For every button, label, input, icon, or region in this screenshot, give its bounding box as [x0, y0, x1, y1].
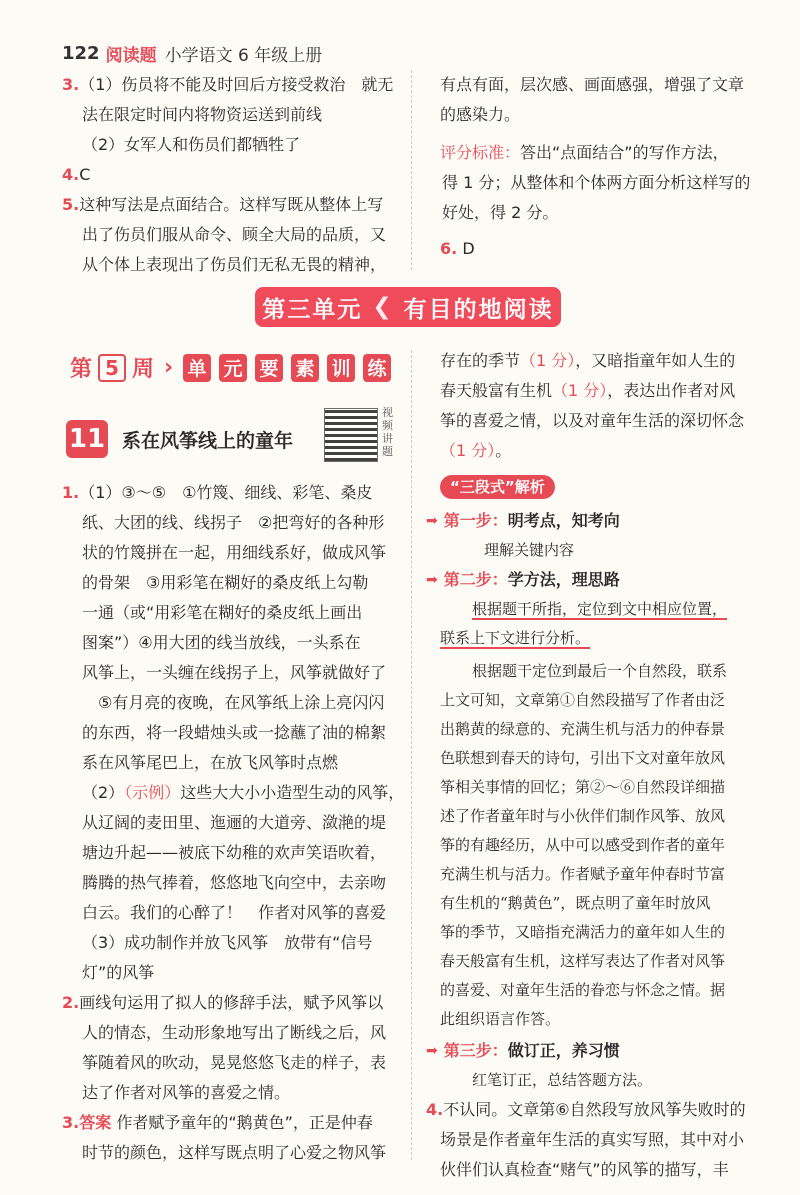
criteria-line: 好处，得 2 分。 — [442, 203, 559, 222]
analysis-line: 上文可知，文章第①自然段描写了作者由泛 — [440, 691, 726, 709]
answer-line: （1 分）。 — [440, 441, 512, 460]
answer-line: 状的竹篾拼在一起，用细线系好，做成风筝 — [82, 543, 387, 562]
analysis-line: 筝相关事情的回忆；第②～⑥自然段详细描 — [440, 778, 726, 796]
week-heading — [70, 352, 393, 383]
week-tile: 练 — [363, 354, 391, 382]
answer-line: 法在限定时间内将物资运送到前线 — [82, 105, 323, 124]
lesson-heading — [66, 420, 293, 458]
analysis-tag-row — [440, 472, 785, 502]
analysis-line: 色联想到春天的诗句，引出下文对童年放风 — [440, 749, 726, 767]
answer-line: 伙伴们认真检查“赌气”的风筝的描写，丰 — [440, 1160, 729, 1179]
arrow-right-icon: ➡ — [426, 1043, 438, 1059]
step-detail: 理解关键内容 — [484, 541, 575, 559]
analysis-line: 筝的有趣经历，从中可以感受到作者的童年 — [440, 836, 726, 854]
criteria-line: 评分标准：答出“点面结合”的写作方法， — [440, 143, 729, 162]
unit-title: 第三单元 — [262, 296, 363, 323]
page-number: 122 — [62, 42, 100, 64]
answer-line: 风筝上，一头缠在线拐子上，风筝就做好了 — [82, 663, 387, 682]
week-number: 5 — [98, 354, 126, 382]
answer-line: 的骨架 ③用彩笔在糊好的桑皮纸上勾勒 — [82, 573, 369, 592]
answer-line: 时节的颜色，这样写既点明了心爱之物风筝 — [82, 1143, 387, 1162]
answer-line: 的感染力。 — [440, 105, 521, 124]
answer-line: 有点有面，层次感、画面感强，增强了文章 — [440, 75, 745, 94]
week-tile: 训 — [327, 354, 355, 382]
unit-theme: 有目的地阅读 — [403, 296, 554, 323]
analysis-line: 根据题干定位到最后一个自然段，联系 — [472, 662, 728, 680]
answer-line: 一通（或“用彩笔在糊好的桑皮纸上画出 — [82, 603, 363, 622]
week-suffix: 周 — [131, 357, 154, 382]
week-tile: 要 — [255, 354, 283, 382]
week-tile: 元 — [219, 354, 247, 382]
answer-line: 图案”）④用大团的线当放线，一头系在 — [82, 633, 361, 652]
answer-line: 出了伤员们服从命令、顾全大局的品质，又 — [82, 225, 387, 244]
answer-line: 1.（1）③～⑤ ①竹篾、细线、彩笔、桑皮 — [62, 483, 373, 502]
answer-line: 4.C — [62, 165, 91, 184]
answer-line: （2）女军人和伤员们都牺牲了 — [82, 135, 301, 154]
week-prefix: 第 — [70, 357, 93, 382]
section-label: 阅读题 — [105, 45, 157, 66]
analysis-line: 出鹅黄的绿意的、充满生机与活力的仲春景 — [440, 720, 726, 738]
answer-line: （2）（示例）这些大大小小造型生动的风筝， — [82, 783, 405, 802]
lesson-title: 系在风筝线上的童年 — [122, 429, 294, 452]
answer-line: ⑤有月亮的夜晚，在风筝纸上涂上亮闪闪 — [98, 693, 385, 712]
analysis-line: 充满生机与活力。作者赋予童年仲春时节富 — [440, 865, 726, 883]
answer-line: 5.这种写法是点面结合。这样写既从整体上写 — [62, 195, 384, 214]
analysis-line: 此组织语言作答。 — [440, 1010, 561, 1028]
right-main-analysis — [426, 346, 785, 1185]
page-header — [62, 40, 322, 66]
arrow-right-icon: ➡ — [426, 572, 438, 588]
analysis-line: 述了作者童年时与小伙伴们制作风筝、放风 — [440, 807, 726, 825]
left-main-answers — [62, 478, 407, 1168]
answer-line: 4.不认同。文章第⑥自然段写放风筝失败时的 — [426, 1100, 746, 1119]
answer-line: 从个体上表现出了伤员们无私无畏的精神， — [82, 255, 387, 274]
answer-line: 灯”的风筝 — [82, 963, 155, 982]
answer-line: 纸、大团的线、线拐子 ②把弯好的各种形 — [82, 513, 385, 532]
unit-banner — [255, 287, 561, 327]
book-title: 小学语文 6 年级上册 — [164, 45, 323, 66]
qr-label: 视频讲题 — [382, 406, 393, 458]
analysis-line: 有生机的“鹅黄色”，既点明了童年时放风 — [440, 894, 711, 912]
step-detail: 根据题干所指，定位到文中相应位置， — [472, 600, 728, 618]
criteria-line: 得 1 分；从整体和个体两方面分析这样写的 — [442, 173, 751, 192]
left-top-answers — [62, 70, 407, 280]
answer-line: 场景是作者童年生活的真实写照，其中对小 — [440, 1130, 745, 1149]
answer-line: 3.答案 作者赋予童年的“鹅黄色”，正是仲春 — [62, 1113, 373, 1132]
banner-separator-icon: ❮ — [372, 294, 394, 320]
answer-line: 筝随着风的吹动，晃晃悠悠飞走的样子，表 — [82, 1053, 387, 1072]
column-divider-main — [411, 350, 412, 1160]
answer-line: 6. D — [440, 239, 475, 258]
answer-line: 从辽阔的麦田里、迤逦的大道旁、潋滟的堤 — [82, 813, 387, 832]
answer-line: 存在的季节（1 分），又暗指童年如人生的 — [440, 351, 736, 370]
chevron-right-icon: › — [163, 355, 174, 380]
answer-line: 筝的喜爱之情，以及对童年生活的深切怀念 — [440, 411, 745, 430]
week-tile: 素 — [291, 354, 319, 382]
step-3: ➡ 第三步： 做订正，养习惯 — [426, 1036, 785, 1066]
answer-line: 塘边升起——被底下幼稚的欢声笑语吹着， — [82, 843, 387, 862]
step-1: ➡ 第一步： 明考点，知考向 — [426, 506, 785, 536]
qr-code-icon[interactable] — [324, 408, 378, 462]
answer-line: 白云。我们的心醉了！ 作者对风筝的喜爱 — [82, 903, 387, 922]
week-tile: 单 — [183, 354, 211, 382]
step-2: ➡ 第二步： 学方法，理思路 — [426, 565, 785, 595]
answer-line: 2.画线句运用了拟人的修辞手法，赋予风筝以 — [62, 993, 384, 1012]
analysis-line: 的喜爱、对童年生活的眷恋与怀念之情。据 — [440, 981, 726, 999]
answer-line: 的东西，将一段蜡烛头或一捻蘸了油的棉絮 — [82, 723, 387, 742]
analysis-line: 春天般富有生机，这样写表达了作者对风筝 — [440, 952, 726, 970]
answer-line: （3）成功制作并放飞风筝 放带有“信号 — [82, 933, 373, 952]
answer-line: 达了作者对风筝的喜爱之情。 — [82, 1083, 291, 1102]
answer-line: 腾腾的热气捧着，悠悠地飞向空中，去亲吻 — [82, 873, 387, 892]
arrow-right-icon: ➡ — [426, 513, 438, 529]
right-top-answers — [440, 70, 785, 264]
answer-line: 系在风筝尾巴上，在放飞风筝时点燃 — [82, 753, 339, 772]
column-divider-top — [411, 70, 412, 270]
answer-line: 3.（1）伤员将不能及时回后方接受救治 就无 — [62, 75, 394, 94]
lesson-number: 11 — [66, 420, 108, 458]
step-detail: 联系上下文进行分析。 — [440, 629, 591, 647]
answer-line: 人的情态，生动形象地写出了断线之后，风 — [82, 1023, 387, 1042]
step-detail: 红笔订正，总结答题方法。 — [472, 1071, 653, 1089]
answer-line: 春天般富有生机（1 分），表达出作者对风 — [440, 381, 736, 400]
analysis-line: 筝的季节，又暗指充满活力的童年如人生的 — [440, 923, 726, 941]
analysis-tag: “三段式”解析 — [440, 475, 555, 499]
